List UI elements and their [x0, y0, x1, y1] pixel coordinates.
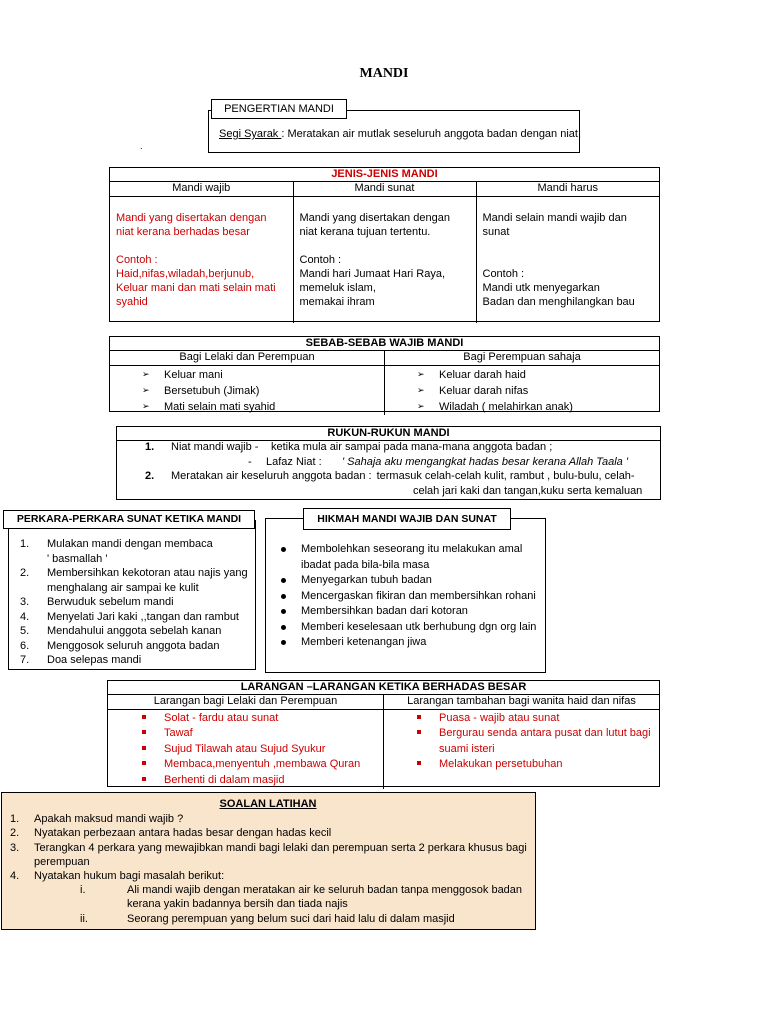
sebab-table [109, 336, 660, 412]
pengertian-definition-line [219, 128, 582, 140]
list-item: ➢ Mati selain mati syahid [164, 399, 384, 415]
rukun-item-2-cont: celah jari kaki dan tangan,kuku serta kemaluan [413, 485, 643, 497]
list-item: Memberi keselesaan utk berhubung dgn org lain [301, 620, 543, 636]
larangan-heading: LARANGAN –LARANGAN KETIKA BERHADAS BESAR [108, 681, 659, 695]
list-item: i. Ali mandi wajib dengan meratakan air ke seluruh badan tanpa menggosok badan kerana yakin badannya bersih dan tiada najis [80, 884, 523, 911]
rukun-heading: RUKUN-RUKUN MANDI [117, 427, 660, 441]
list-item: 1. Apakah maksud mandi wajib ? [10, 813, 184, 825]
rukun-item-1 [145, 441, 552, 453]
jenis-harus-desc: Mandi selain mandi wajib dan sunat [482, 211, 627, 238]
jenis-col-wajib [110, 196, 293, 323]
list-item: ➢ Wiladah ( melahirkan anak) [439, 399, 659, 415]
list-item: Berhenti di dalam masjid [164, 773, 383, 789]
list-item: ➢ Keluar darah haid [439, 367, 659, 383]
jenis-wajib-example: Keluar mani dan mati selain mati [116, 281, 276, 294]
pengertian-label-box [211, 99, 347, 119]
list-item: Puasa - wajib atau sunat [439, 711, 659, 727]
jenis-table [109, 167, 660, 322]
rukun-lafaz-text: ' Sahaja aku mengangkat hadas besar kerana Allah Taala ' [342, 456, 628, 468]
list-item: Sujud Tilawah atau Sujud Syukur [164, 742, 383, 758]
list-item: 5. Mendahului anggota sebelah kanan [20, 625, 222, 637]
rukun-lafaz-line [248, 456, 628, 468]
jenis-harus-contoh: Contoh : [482, 267, 525, 280]
soalan-sublist [80, 883, 527, 926]
jenis-wajib-example: Haid,nifas,wiladah,berjunub, [116, 267, 255, 280]
hikmah-heading-box [303, 508, 511, 530]
list-item: ➢ Keluar mani [164, 367, 384, 383]
pengertian-label: PENGERTIAN MANDI [224, 103, 334, 115]
jenis-header-wajib: Mandi wajib [110, 182, 293, 196]
list-item: Mencergaskan fikiran dan membersihkan rohani [301, 589, 543, 605]
jenis-harus-example: Badan dan menghilangkan bau [482, 295, 635, 308]
list-item: ➢ Keluar darah nifas [439, 383, 659, 399]
jenis-sunat-example: Mandi hari Jumaat Hari Raya, [299, 267, 446, 280]
rukun-item-1-num: 1. [145, 441, 155, 453]
rukun-item-2-text-1: termasuk celah-celah kulit, rambut , bulu-bulu, celah- [376, 470, 635, 482]
hikmah-list [301, 542, 543, 651]
larangan-table [107, 680, 660, 787]
soalan-list [10, 812, 534, 883]
jenis-sunat-desc: Mandi yang disertakan dengan niat kerana tujuan tertentu. [299, 211, 450, 238]
jenis-sunat-example: memeluk islam, [299, 281, 376, 294]
larangan-left-header: Larangan bagi Lelaki dan Perempuan [108, 695, 384, 709]
jenis-wajib-desc: Mandi yang disertakan dengan niat kerana berhadas besar [116, 211, 267, 238]
rukun-item-1-label: Niat mandi wajib - [171, 441, 259, 453]
sebab-left-col [110, 365, 385, 415]
list-item: Menyegarkan tubuh badan [301, 573, 543, 589]
page-title: MANDI [359, 66, 409, 81]
pengertian-definition: : Meratakan air mutlak seseluruh anggota badan dengan niat. [281, 128, 582, 140]
list-item: Tawaf [164, 726, 383, 742]
sunat-list [20, 537, 252, 668]
list-item: ➢ Bersetubuh (Jimak) [164, 383, 384, 399]
sebab-right-col [385, 365, 660, 415]
rukun-lafaz-label: Lafaz Niat : [266, 456, 322, 468]
soalan-heading: SOALAN LATIHAN [219, 798, 317, 810]
list-item: Membersihkan badan dari kotoran [301, 604, 543, 620]
list-item: 2. Membersihkan kekotoran atau najis yang menghalang air sampai ke kulit [20, 567, 248, 594]
sunat-heading-box [3, 510, 255, 529]
list-item: ii. Seorang perempuan yang belum suci dari haid lalu di dalam masjid [80, 912, 455, 925]
jenis-heading: JENIS-JENIS MANDI [110, 168, 659, 182]
jenis-harus-example: Mandi utk menyegarkan [482, 281, 600, 294]
list-item: 2. Nyatakan perbezaan antara hadas besar dengan hadas kecil [10, 827, 332, 840]
jenis-header-harus: Mandi harus [476, 182, 659, 196]
list-item: 3. Terangkan 4 perkara yang mewajibkan mandi bagi lelaki dan perempuan serta 2 perkara khusus bagi perempuan [10, 841, 527, 868]
jenis-header-sunat: Mandi sunat [293, 182, 476, 196]
jenis-col-sunat [293, 196, 476, 323]
list-item: Memberi ketenangan jiwa [301, 635, 543, 651]
hikmah-heading: HIKMAH MANDI WAJIB DAN SUNAT [317, 513, 497, 525]
rukun-item-2 [145, 470, 635, 482]
jenis-sunat-contoh: Contoh : [299, 253, 342, 266]
list-item: Melakukan persetubuhan [439, 757, 659, 773]
list-item: 6. Menggosok seluruh anggota badan [20, 639, 220, 652]
segi-syarak-term: Segi Syarak [219, 128, 282, 140]
sunat-heading: PERKARA-PERKARA SUNAT KETIKA MANDI [16, 513, 242, 525]
rukun-item-2-num: 2. [145, 470, 155, 482]
list-item: 4. Nyatakan hukum bagi masalah berikut: [10, 870, 225, 883]
larangan-left-col [108, 709, 384, 789]
sebab-left-header: Bagi Lelaki dan Perempuan [110, 351, 385, 365]
list-item: 4. Menyelati Jari kaki ,,tangan dan rambut [20, 610, 239, 623]
jenis-sunat-example: memakai ihram [299, 295, 375, 308]
list-item: Membolehkan seseorang itu melakukan amal ibadat pada bila-bila masa [301, 542, 543, 573]
rukun-lafaz-dash: - [248, 456, 252, 468]
jenis-col-harus [476, 196, 659, 323]
list-item: Bergurau senda antara pusat dan lutut bagi suami isteri [439, 726, 659, 757]
list-item: 7. Doa selepas mandi [20, 654, 142, 666]
stray-mark: . [140, 141, 143, 151]
larangan-right-header: Larangan tambahan bagi wanita haid dan nifas [384, 695, 660, 709]
rukun-item-1-text: ketika mula air sampai pada mana-mana anggota badan ; [271, 441, 553, 453]
jenis-wajib-contoh: Contoh : [116, 253, 158, 266]
larangan-right-col [384, 709, 660, 789]
list-item: 1. Mulakan mandi dengan membaca ' basmallah ' [20, 538, 213, 565]
list-item: Membaca,menyentuh ,membawa Quran [164, 757, 383, 773]
list-item: 3. Berwuduk sebelum mandi [20, 596, 174, 608]
sebab-heading: SEBAB-SEBAB WAJIB MANDI [110, 337, 659, 351]
jenis-wajib-example: syahid [116, 295, 148, 308]
rukun-item-2-label: Meratakan air keseluruh anggota badan : [171, 470, 372, 482]
sebab-right-header: Bagi Perempuan sahaja [385, 351, 660, 365]
list-item: Solat - fardu atau sunat [164, 711, 383, 727]
